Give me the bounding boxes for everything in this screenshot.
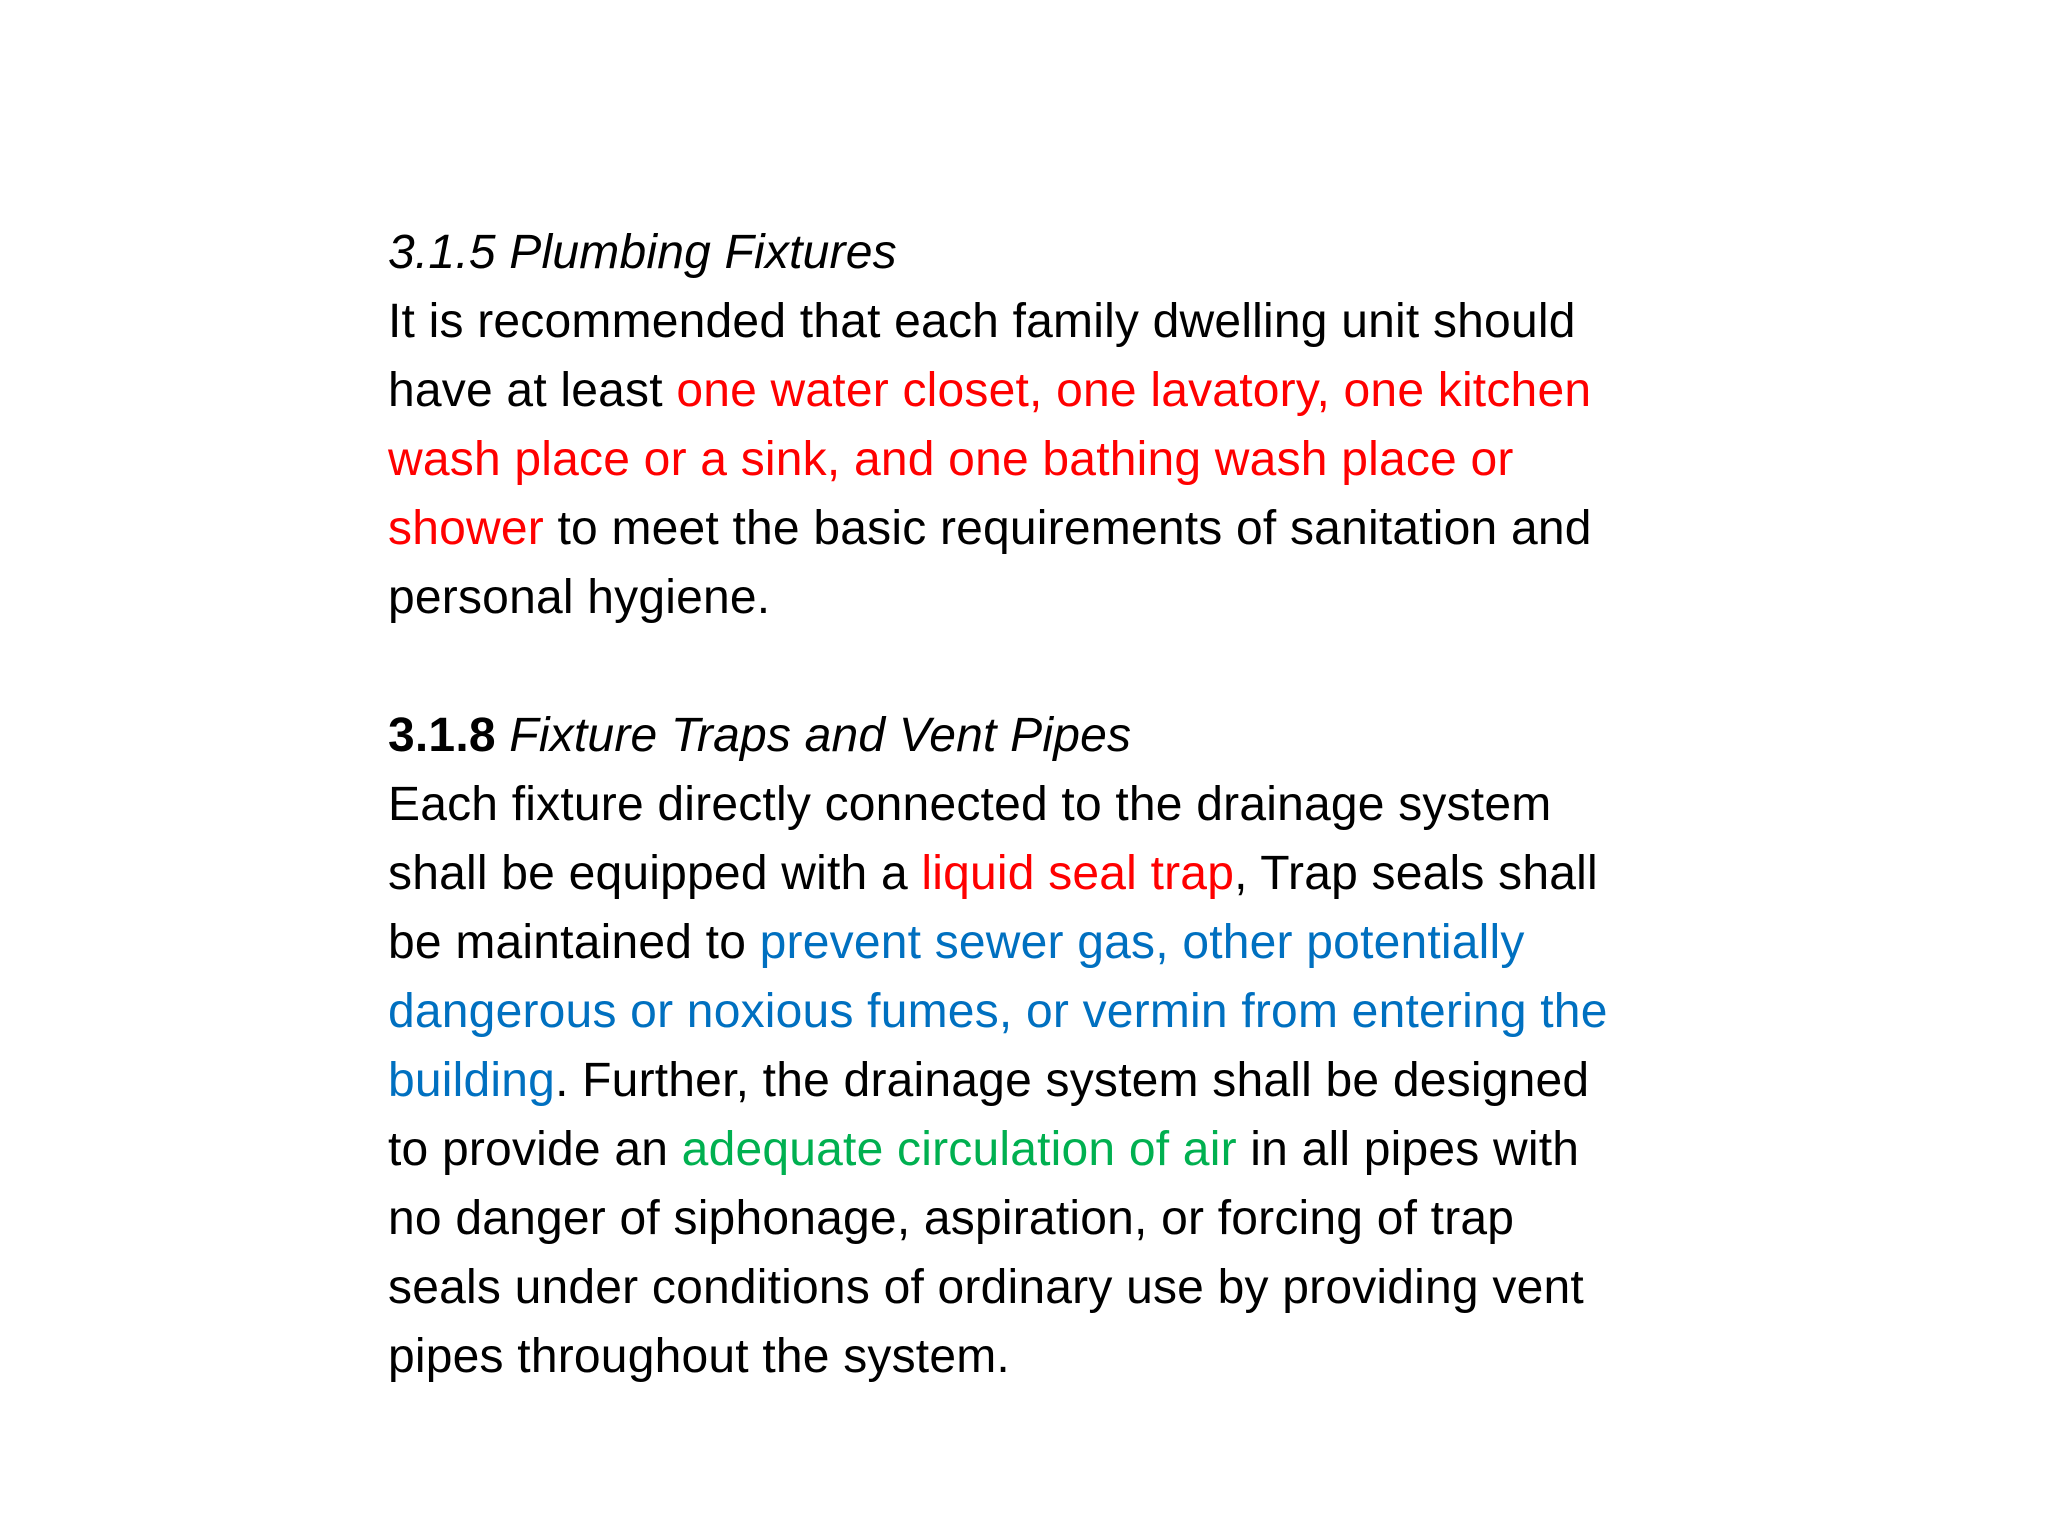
highlight-blue-line: dangerous or noxious fumes, or vermin from entering the xyxy=(388,985,1608,1038)
paragraph-line xyxy=(388,356,1768,425)
plain-text: be maintained to xyxy=(388,916,760,969)
paragraph-line xyxy=(388,494,1768,563)
highlight-red: one water closet, one lavatory, one kitchen xyxy=(676,364,1592,417)
plain-text: to provide an xyxy=(388,1123,682,1176)
section-heading-plumbing-fixtures: 3.1.5 Plumbing Fixtures xyxy=(388,226,897,279)
paragraph-line: personal hygiene. xyxy=(388,571,771,624)
paragraph-line xyxy=(388,1115,1768,1184)
section-number: 3.1.8 xyxy=(388,709,496,762)
highlight-blue: prevent sewer gas, other potentially xyxy=(759,916,1525,969)
plain-text: , Trap seals shall xyxy=(1234,847,1598,900)
paragraph-line xyxy=(388,908,1768,977)
highlight-red: liquid seal trap xyxy=(921,847,1235,900)
section-title: Fixture Traps and Vent Pipes xyxy=(495,709,1132,762)
paragraph-line: no danger of siphonage, aspiration, or forcing of trap xyxy=(388,1192,1515,1245)
paragraph-line xyxy=(388,839,1768,908)
paragraph-line: seals under conditions of ordinary use by providing vent xyxy=(388,1261,1584,1314)
section-heading-fixture-traps xyxy=(388,701,1768,770)
highlight-red-line: wash place or a sink, and one bathing wash place or xyxy=(388,433,1514,486)
plain-text: have at least xyxy=(388,364,677,417)
paragraph-line: pipes throughout the system. xyxy=(388,1330,1010,1383)
highlight-red: shower xyxy=(388,502,544,555)
plain-text: to meet the basic requirements of sanitation and xyxy=(543,502,1592,555)
paragraph-line: It is recommended that each family dwelling unit should xyxy=(388,295,1576,348)
highlight-blue: building xyxy=(388,1054,556,1107)
paragraph-line: Each fixture directly connected to the drainage system xyxy=(388,778,1552,831)
paragraph-line xyxy=(388,1046,1768,1115)
paragraph-spacer xyxy=(388,632,1768,701)
plain-text: . Further, the drainage system shall be designed xyxy=(555,1054,1590,1107)
plain-text: in all pipes with xyxy=(1236,1123,1580,1176)
plain-text: shall be equipped with a xyxy=(388,847,922,900)
highlight-green: adequate circulation of air xyxy=(681,1123,1237,1176)
slide-text-body xyxy=(388,218,1768,1391)
